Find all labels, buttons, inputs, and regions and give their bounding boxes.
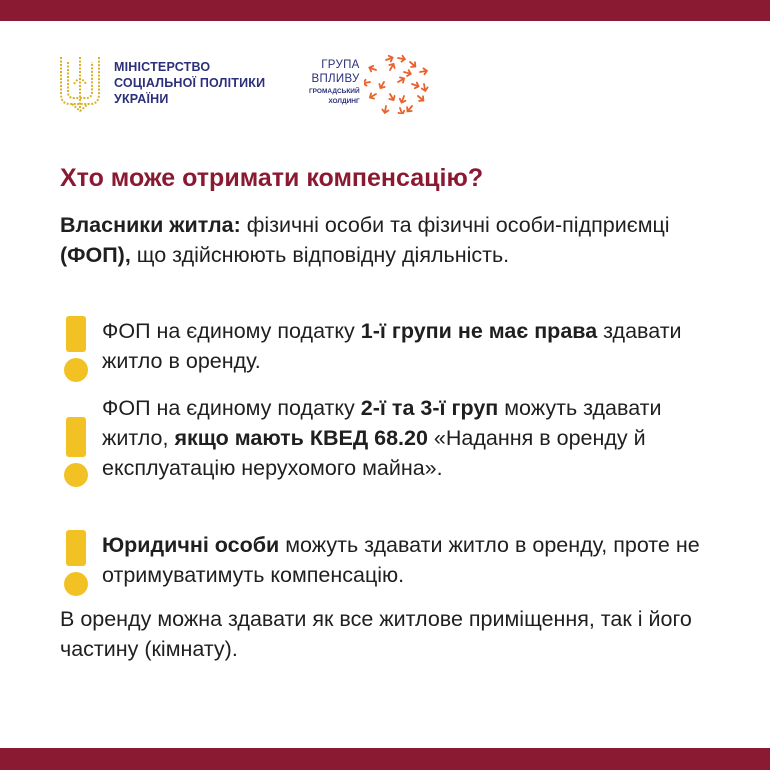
top-bar [0, 0, 770, 21]
arrows-cluster-icon [364, 54, 434, 114]
exclamation-icon [64, 417, 88, 487]
exclamation-icon [64, 316, 88, 382]
page-heading: Хто може отримати компенсацію? [60, 164, 484, 192]
warning-text-2: ФОП на єдиному податку 2-ї та 3-ї груп можуть здавати житло, якщо мають КВЕД 68.20 «Надання в оренду й експлуатацію нерухомого майна». [102, 396, 662, 480]
warning-text-3: Юридичні особи можуть здавати житло в оренду, проте не отримуватимуть компенсацію. [102, 533, 700, 587]
group-vplyvu-logo [309, 58, 434, 114]
exclamation-icon [64, 530, 88, 596]
bottom-bar [0, 748, 770, 770]
ministry-name: МІНІСТЕРСТВО СОЦІАЛЬНОЇ ПОЛІТИКИ УКРАЇНИ [114, 60, 266, 106]
intro-paragraph: Власники житла: фізичні особи та фізичні особи-підприємці (ФОП), що здійснюють відповідну діяльність. [60, 213, 670, 267]
outro-paragraph: В оренду можна здавати як все житлове приміщення, так і його частину (кімнату). [60, 607, 692, 661]
ministry-logo [58, 54, 265, 112]
group-name: ГРУПА ВПЛИВУ ГРОМАДСЬКИЙ ХОЛДИНГ [309, 59, 360, 105]
warning-text-1: ФОП на єдиному податку 1-ї групи не має права здавати житло в оренду. [102, 319, 682, 373]
trident-emblem-icon [58, 54, 102, 112]
